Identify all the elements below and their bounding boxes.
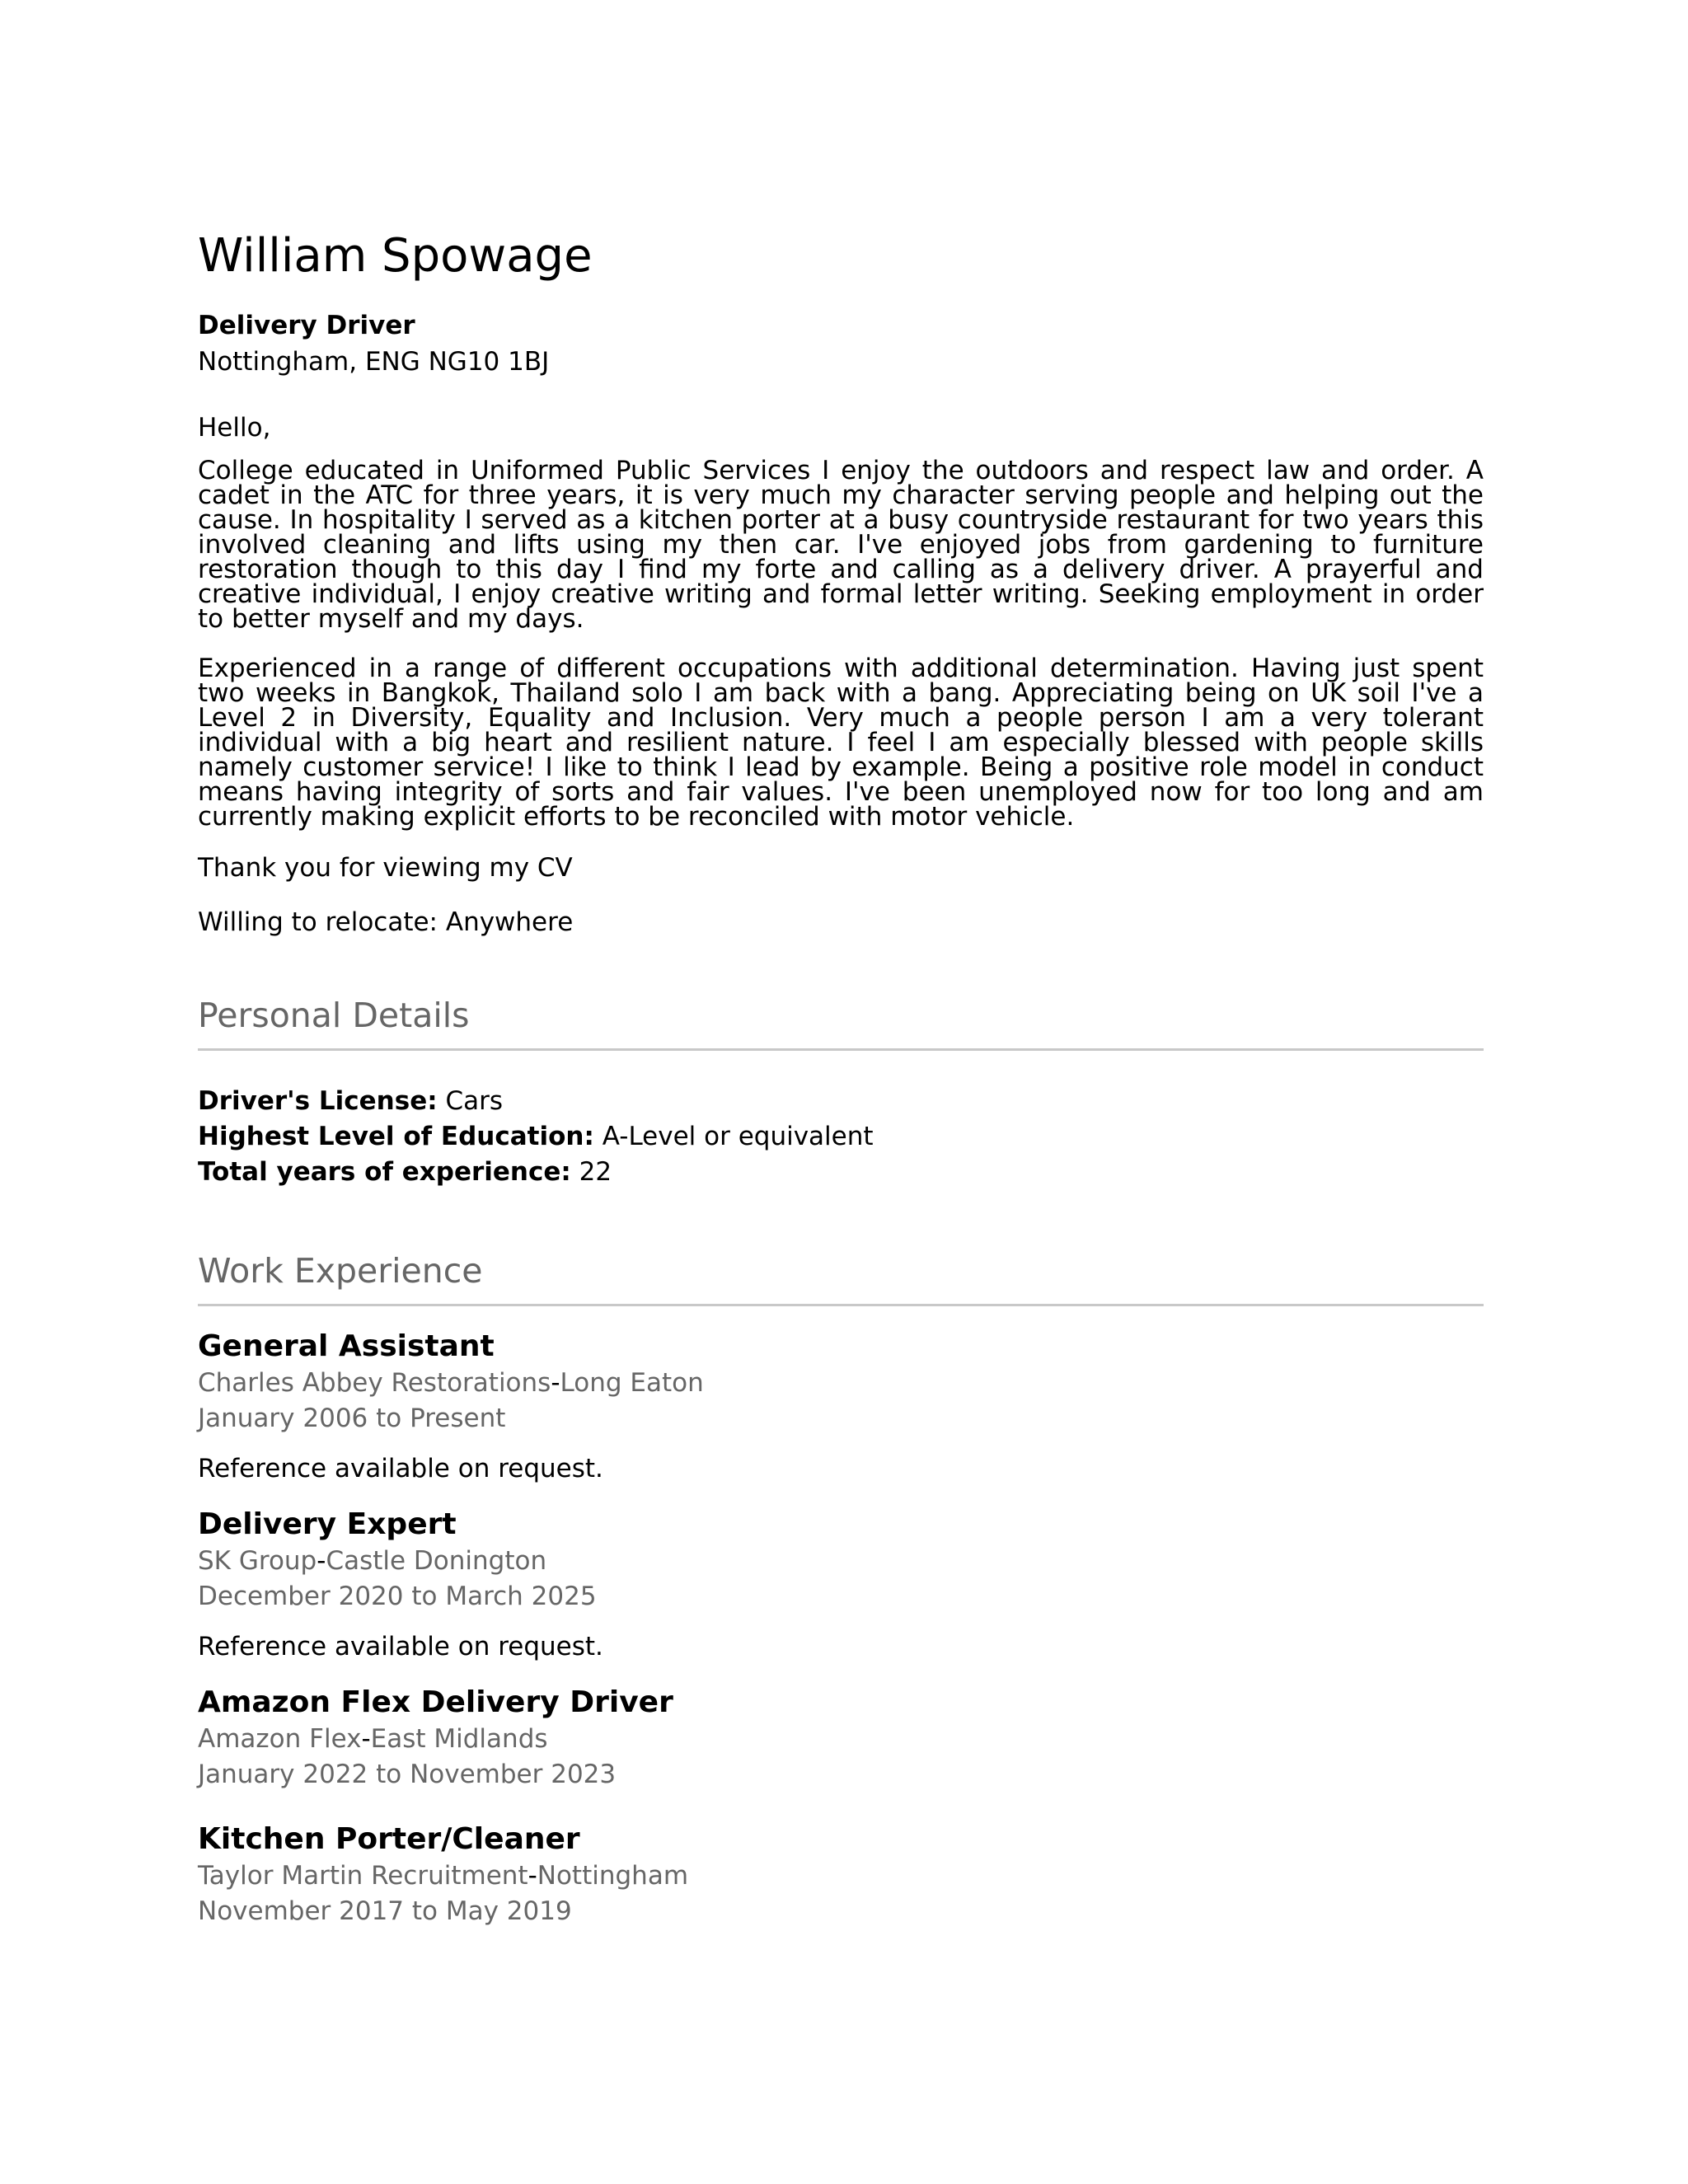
- thanks-line: Thank you for viewing my CV: [198, 853, 573, 883]
- details-list: [198, 1084, 1484, 1190]
- greeting: Hello,: [198, 413, 271, 443]
- personal-details-section: [198, 992, 1484, 1190]
- job-dates: January 2006 to Present: [198, 1404, 506, 1433]
- detail-drivers-license: [198, 1084, 1484, 1119]
- job-entry: [198, 1328, 1484, 1486]
- job-list: [198, 1328, 1484, 1929]
- location: Nottingham, ENG NG10 1BJ: [198, 347, 550, 377]
- job-note: Reference available on request.: [198, 1632, 603, 1661]
- detail-value: Cars: [445, 1086, 504, 1116]
- detail-label: Total years of experience:: [198, 1157, 571, 1187]
- job-dates: January 2022 to November 2023: [198, 1760, 617, 1789]
- job-company: SK Group: [198, 1546, 317, 1576]
- job-location: East Midlands: [370, 1724, 548, 1754]
- job-role: Delivery Driver: [198, 311, 415, 340]
- job-title: Amazon Flex Delivery Driver: [198, 1685, 673, 1719]
- section-title: Personal Details: [198, 996, 470, 1035]
- job-company-line: [198, 1858, 1484, 1894]
- detail-value: A-Level or equivalent: [602, 1122, 874, 1151]
- job-title: Kitchen Porter/Cleaner: [198, 1822, 580, 1856]
- job-entry: [198, 1684, 1484, 1793]
- job-company: Amazon Flex: [198, 1724, 362, 1754]
- job-title: Delivery Expert: [198, 1507, 457, 1541]
- detail-value: 22: [579, 1157, 612, 1187]
- resume-page: [198, 227, 1484, 1929]
- job-entry: [198, 1821, 1484, 1929]
- job-dates: December 2020 to March 2025: [198, 1582, 597, 1611]
- job-note: Reference available on request.: [198, 1454, 603, 1483]
- job-dates: November 2017 to May 2019: [198, 1896, 572, 1926]
- section-divider: [198, 1304, 1484, 1306]
- relocate-line: Willing to relocate: Anywhere: [198, 907, 574, 937]
- job-company-line: [198, 1722, 1484, 1757]
- detail-experience-years: [198, 1155, 1484, 1190]
- candidate-name: William Spowage: [198, 229, 593, 283]
- job-location: Long Eaton: [560, 1368, 704, 1398]
- job-entry: [198, 1506, 1484, 1664]
- section-title: Work Experience: [198, 1251, 483, 1291]
- summary-paragraph-2: Experienced in a range of different occupations with additional determination. Having just spent two weeks in Bangkok, Thailand solo I am back with a bang. Appreciating being on UK soil I've a Level 2 in Diversity, Equality and Inclusion. Very much a people person I am a very tolerant individual with a big heart and resilient nature. I feel I am especially blessed with people skills namely customer service! I like to think I lead by example. Being a positive role model in conduct means having integrity of sorts and fair values. I've been unemployed now for too long and am currently making explicit efforts to be reconciled with motor vehicle.: [198, 654, 1484, 832]
- job-company: Taylor Martin Recruitment: [198, 1861, 528, 1891]
- company-separator: -: [316, 1546, 326, 1576]
- job-company-line: [198, 1366, 1484, 1401]
- job-location: Nottingham: [537, 1861, 689, 1891]
- job-title: General Assistant: [198, 1329, 495, 1363]
- job-company-line: [198, 1544, 1484, 1579]
- section-divider: [198, 1048, 1484, 1051]
- detail-education: [198, 1119, 1484, 1155]
- work-experience-section: [198, 1248, 1484, 1929]
- company-separator: -: [528, 1861, 537, 1891]
- job-company: Charles Abbey Restorations: [198, 1368, 551, 1398]
- company-separator: -: [551, 1368, 560, 1398]
- detail-label: Driver's License:: [198, 1086, 438, 1116]
- company-separator: -: [361, 1724, 371, 1754]
- detail-label: Highest Level of Education:: [198, 1122, 594, 1151]
- job-location: Castle Donington: [326, 1546, 547, 1576]
- summary-paragraph-1: College educated in Uniformed Public Services I enjoy the outdoors and respect law and order. A cadet in the ATC for three years, it is very much my character serving people and helping out the cause. In hospitality I served as a kitchen porter at a busy countryside restaurant for two years this involved cleaning and lifts using my then car. I've enjoyed jobs from gardening to furniture restoration though to this day I find my forte and calling as a delivery driver. A prayerful and creative individual, I enjoy creative writing and formal letter writing. Seeking employment in order to better myself and my days.: [198, 456, 1484, 634]
